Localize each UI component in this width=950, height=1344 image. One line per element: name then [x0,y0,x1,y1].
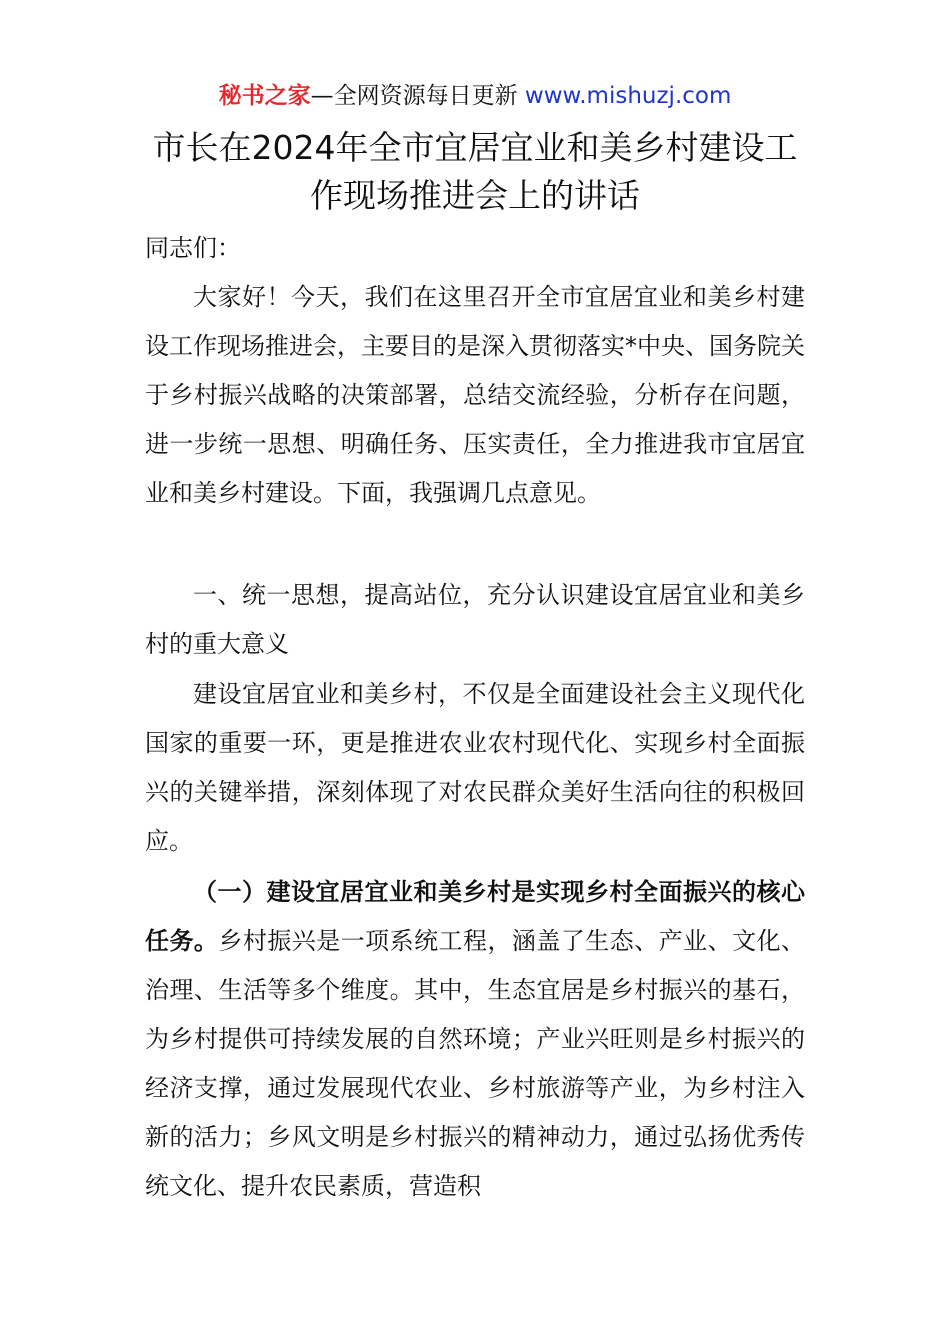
document-title: 市长在2024年全市宜居宜业和美乡村建设工作现场推进会上的讲话 [152,128,798,215]
subsection-1-paragraph [145,868,805,1211]
intro-paragraph: 大家好！今天，我们在这里召开全市宜居宜业和美乡村建设工作现场推进会，主要目的是深入贯彻落实*中央、国务院关于乡村振兴战略的决策部署，总结交流经验，分析存在问题，进一步统一思想、明确任务、压实责任，全力推进我市宜居宜业和美乡村建设。下面，我强调几点意见。 [145,283,805,507]
salutation: 同志们： [145,234,241,262]
subsection-1-body: 乡村振兴是一项系统工程，涵盖了生态、产业、文化、治理、生活等多个维度。其中，生态宜居是乡村振兴的基石，为乡村提供可持续发展的自然环境；产业兴旺则是乡村振兴的经济支撑，通过发展现代农业、乡村旅游等产业，为乡村注入新的活力；乡风文明是乡村振兴的精神动力，通过弘扬优秀传统文化、提升农民素质，营造积 [145,927,806,1200]
site-brand: 秘书之家 [218,83,311,109]
site-header [0,80,950,112]
section-1-paragraph: 建设宜居宜业和美乡村，不仅是全面建设社会主义现代化国家的重要一环，更是推进农业农村现代化、实现乡村全面振兴的关键举措，深刻体现了对农民群众美好生活向往的积极回应。 [145,680,805,855]
subsection-1-heading: （一）建设宜居宜业和美乡村是实现乡村全面振兴的核心任务。 [145,878,805,955]
section-1-heading: 一、统一思想，提高站位，充分认识建设宜居宜业和美乡村的重大意义 [145,581,805,658]
site-tagline: —全网资源每日更新 [310,83,518,109]
site-url-link[interactable]: www.mishuzj.com [524,83,732,109]
